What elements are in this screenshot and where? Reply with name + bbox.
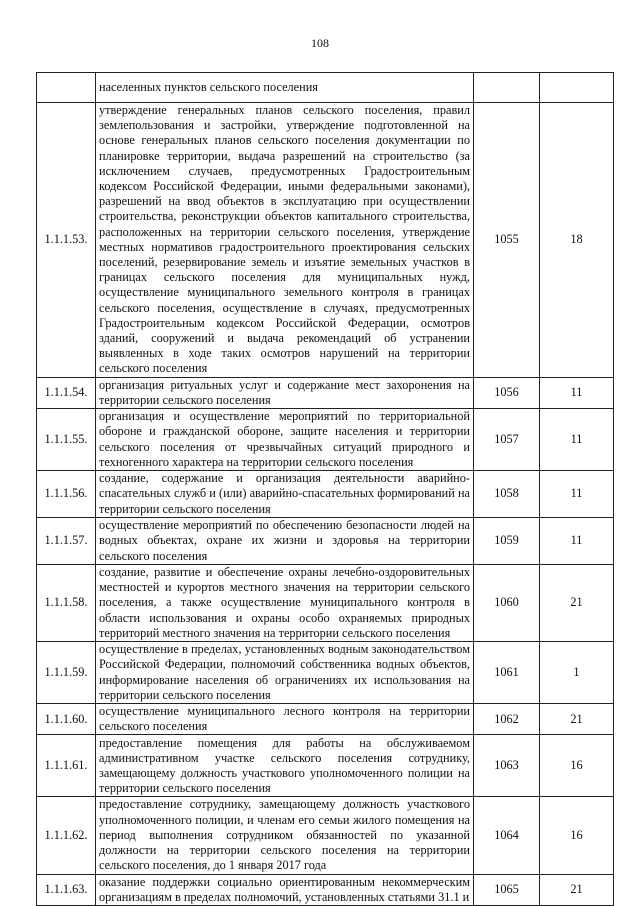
row-description: организация ритуальных услуг и содержание мест захоронения на территории сельского поселения [96,377,474,408]
row-description: осуществление мероприятий по обеспечению безопасности людей на водных объектах, охране их жизни и здоровья на территории сельского поселения [96,518,474,565]
row-code: 1055 [474,103,540,378]
row-code: 1056 [474,377,540,408]
row-number: 1.1.1.57. [37,518,96,565]
row-description: предоставление помещения для работы на обслуживаемом административном участке сельского поселения сотруднику, замещающему должность участкового уполномоченного полиции на территории сельского поселения [96,735,474,797]
row-number: 1.1.1.61. [37,735,96,797]
row-code: 1062 [474,704,540,735]
table-row [37,103,614,378]
table-row [37,518,614,565]
row-number: 1.1.1.53. [37,103,96,378]
row-code: 1059 [474,518,540,565]
row-code: 1065 [474,874,540,905]
row-number [37,73,96,103]
row-value: 21 [540,704,614,735]
table-row [37,73,614,103]
row-value: 16 [540,797,614,874]
row-number: 1.1.1.62. [37,797,96,874]
row-value: 11 [540,471,614,518]
table-row [37,797,614,874]
row-value: 11 [540,518,614,565]
row-description: организация и осуществление мероприятий по территориальной обороне и гражданской обороне, защите населения и территории сельского поселения от чрезвычайных ситуаций природного и техногенного характера на территории сельского поселения [96,409,474,471]
row-code: 1057 [474,409,540,471]
row-description: населенных пунктов сельского поселения [96,73,474,103]
row-code: 1063 [474,735,540,797]
row-value [540,73,614,103]
row-number: 1.1.1.55. [37,409,96,471]
row-code: 1061 [474,642,540,704]
row-number: 1.1.1.59. [37,642,96,704]
data-table [36,72,614,906]
row-code: 1060 [474,565,540,642]
row-value: 18 [540,103,614,378]
table-row [37,735,614,797]
row-value: 11 [540,409,614,471]
table-row [37,409,614,471]
row-code: 1058 [474,471,540,518]
table-row [37,471,614,518]
row-number: 1.1.1.56. [37,471,96,518]
row-number: 1.1.1.54. [37,377,96,408]
table-row [37,704,614,735]
row-description: предоставление сотруднику, замещающему должность участкового уполномоченного полиции, и членам его семьи жилого помещения на период выполнения сотрудником обязанностей по указанной должности на территории сельского поселения на территории сельского поселения, до 1 января 2017 года [96,797,474,874]
row-number: 1.1.1.58. [37,565,96,642]
row-description: создание, развитие и обеспечение охраны лечебно-оздоровительных местностей и курортов местного значения на территории сельского поселения, а также осуществление муниципального контроля в области использования и охраны особо охраняемых природных территорий местного значения на территории сельского поселения [96,565,474,642]
row-value: 21 [540,874,614,905]
table-row [37,377,614,408]
table-row [37,642,614,704]
row-description: осуществление в пределах, установленных водным законодательством Российской Федерации, полномочий собственника водных объектов, информирование населения об ограничениях их использования на территории сельского поселения [96,642,474,704]
row-value: 11 [540,377,614,408]
row-description: утверждение генеральных планов сельского поселения, правил землепользования и застройки, утверждение подготовленной на основе генеральных планов сельского поселения документации по планировке территории, выдача разрешений на строительство (за исключением случаев, предусмотренных Градостроительным кодексом Российской Федерации, иными федеральными законами), разрешений на ввод объектов в эксплуатацию при осуществлении строительства, реконструкции объектов капитального строительства, расположенных на территории сельского поселения, утверждение местных нормативов градостроительного проектирования сельских поселений, резервирование земель и изъятие земельных участков в границах сельского поселения для муниципальных нужд, осуществление муниципального земельного контроля в границах сельского поселения, осуществление в случаях, предусмотренных Градостроительным кодексом Российской Федерации, осмотров зданий, сооружений и выдача рекомендаций об устранении выявленных в ходе таких осмотров нарушений на территории сельского поселения [96,103,474,378]
row-description: оказание поддержки социально ориентированным некоммерческим организациям в пределах полномочий, установленных статьями 31.1 и [96,874,474,905]
row-number: 1.1.1.63. [37,874,96,905]
row-number: 1.1.1.60. [37,704,96,735]
row-code [474,73,540,103]
row-value: 16 [540,735,614,797]
page-number: 108 [311,36,329,50]
table-row [37,565,614,642]
row-code: 1064 [474,797,540,874]
row-description: осуществление муниципального лесного контроля на территории сельского поселения [96,704,474,735]
row-value: 1 [540,642,614,704]
table-row [37,874,614,905]
row-description: создание, содержание и организация деятельности аварийно-спасательных служб и (или) аварийно-спасательных формирований на территории сельского поселения [96,471,474,518]
row-value: 21 [540,565,614,642]
